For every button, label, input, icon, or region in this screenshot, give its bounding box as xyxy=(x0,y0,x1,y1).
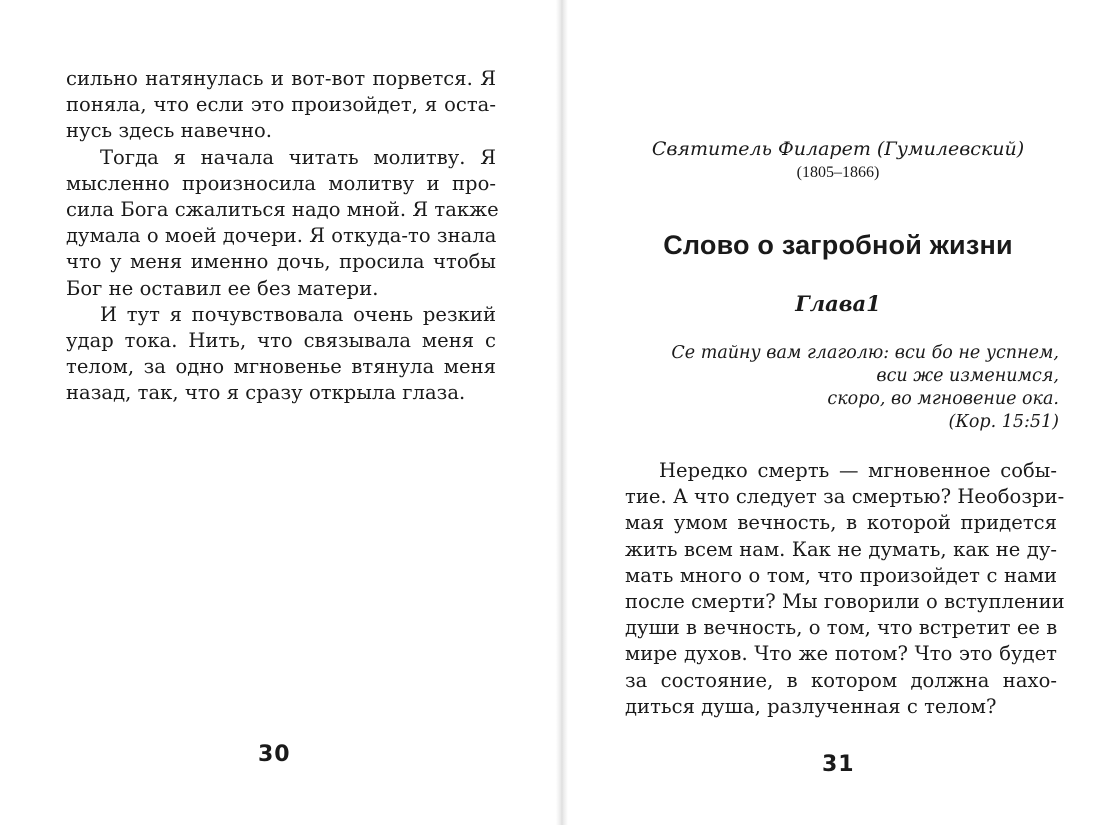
text-line: думала о моей дочери. Я откуда-то знала xyxy=(66,224,497,248)
text-line: за состояние, в котором должна нахо- xyxy=(625,668,1057,692)
text-line: поняла, что если это произойдет, я оста- xyxy=(66,93,496,117)
epigraph xyxy=(659,342,1059,434)
epigraph-line: вси же изменимся, xyxy=(876,366,1059,386)
text-line: тие. А что следует за смертью? Необозри- xyxy=(625,485,1065,509)
text-line: мире духов. Что же потом? Что это будет xyxy=(625,642,1057,666)
text-line: удар тока. Нить, что связывала меня с xyxy=(66,329,496,353)
text-line: жить всем нам. Как не думать, как не ду- xyxy=(625,537,1057,561)
text-line: И тут я почувствовала очень резкий xyxy=(100,302,496,326)
text-line: назад, так, что я сразу открыла глаза. xyxy=(66,381,466,405)
author-name: Святитель Филарет (Гумилевский) xyxy=(651,138,1025,160)
text-line: нусь здесь навечно. xyxy=(66,119,273,143)
section-title: Слово о загробной жизни xyxy=(663,230,1013,260)
left-page-text xyxy=(66,66,499,407)
right-page xyxy=(568,0,1119,825)
text-line: Тогда я начала читать молитву. Я xyxy=(100,145,496,169)
text-line: после смерти? Мы говорили о вступлении xyxy=(625,590,1065,614)
text-line: Бог не оставил ее без матери. xyxy=(66,276,379,300)
text-line: мысленно произносила молитву и про- xyxy=(66,171,496,195)
page-number: 30 xyxy=(258,742,291,767)
text-line: души в вечность, о том, что встретит ее в xyxy=(625,616,1058,640)
author-years: (1805–1866) xyxy=(796,164,880,181)
text-line: мать много о том, что произойдет с нами xyxy=(625,563,1057,587)
text-line: сила Бога сжалиться надо мной. Я также xyxy=(66,198,499,222)
left-page xyxy=(0,0,556,825)
text-line: телом, за одно мгновенье втянула меня xyxy=(66,355,496,379)
text-line: диться душа, разлученная с телом? xyxy=(625,694,997,718)
text-line: Нередко смерть — мгновенное собы- xyxy=(659,459,1057,482)
text-line: что у меня именно дочь, просила чтобы xyxy=(66,250,496,274)
page-number: 31 xyxy=(822,752,855,777)
chapter-heading: Глава1 xyxy=(795,291,881,316)
text-line: мая умом вечность, в которой придется xyxy=(625,511,1057,535)
epigraph-line: Се тайну вам глаголю: вси бо не успнем, xyxy=(671,343,1059,363)
right-page-text xyxy=(625,458,1065,720)
text-line: сильно натянулась и вот-вот порвется. Я xyxy=(66,67,496,90)
epigraph-line: скоро, во мгновение ока. xyxy=(827,389,1059,409)
epigraph-citation: (Кор. 15:51) xyxy=(948,412,1059,432)
book-gutter xyxy=(556,0,568,825)
